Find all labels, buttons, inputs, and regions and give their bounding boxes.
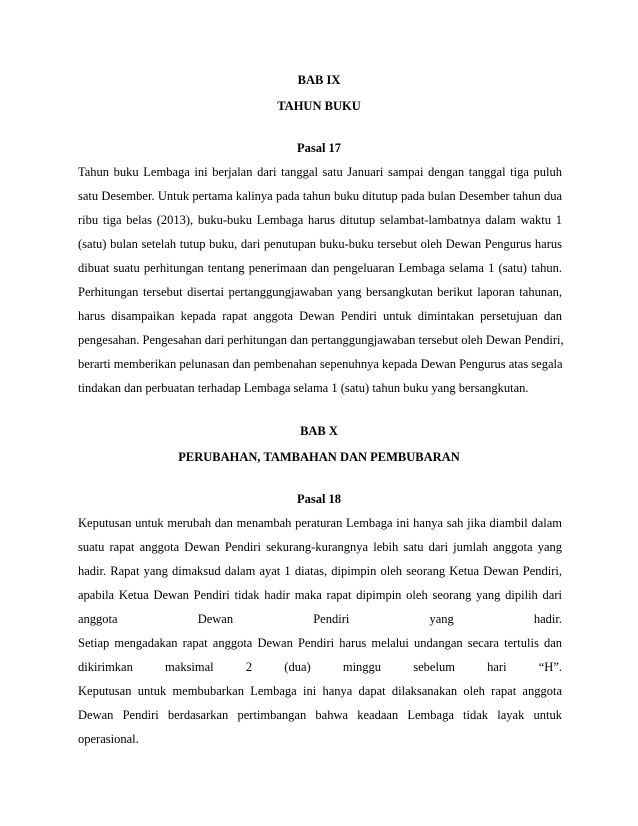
paragraph-line: berarti memberikan pelunasan dan pembenahan sepenuhnya kepada Dewan Pengurus atas segala xyxy=(78,357,563,371)
paragraph-line: harus disampaikan kepada rapat anggota Dewan Pendiri untuk dimintakan persetujuan dan xyxy=(78,309,562,323)
paragraph-line: operasional. xyxy=(78,732,139,746)
paragraph-line: Dewan Pendiri berdasarkan pertimbangan bahwa keadaan Lembaga tidak layak untuk xyxy=(78,708,562,722)
chapter-subtitle: TAHUN BUKU xyxy=(277,99,361,113)
paragraph-line: Tahun buku Lembaga ini berjalan dari tanggal satu Januari sampai dengan tanggal tiga puluh xyxy=(78,165,562,179)
article-title: Pasal 17 xyxy=(296,141,342,155)
paragraph-line: Setiap mengadakan rapat anggota Dewan Pendiri harus melalui undangan secara tertulis dan xyxy=(78,636,562,650)
paragraph-line: Keputusan untuk membubarkan Lembaga ini hanya dapat dilaksanakan oleh rapat anggota xyxy=(78,684,562,698)
article-title: Pasal 18 xyxy=(296,492,342,506)
paragraph-line: pengesahan. Pengesahan dari perhitungan dan pertanggungjawaban tersebut oleh Dewan Pendiri, xyxy=(78,333,564,347)
paragraph-line: suatu rapat anggota Dewan Pendiri sekurang-kurangnya lebih satu dari jumlah anggota yang xyxy=(78,540,562,554)
paragraph-line: tindakan dan perbuatan terhadap Lembaga selama 1 (satu) tahun buku yang bersangkutan. xyxy=(78,381,529,395)
chapter-title: BAB IX xyxy=(297,73,341,87)
chapter-subtitle: PERUBAHAN, TAMBAHAN DAN PEMBUBARAN xyxy=(178,450,460,464)
paragraph-line: Keputusan untuk merubah dan menambah peraturan Lembaga ini hanya sah jika diambil dalam xyxy=(78,516,562,530)
paragraph-line: ribu tiga belas (2013), buku-buku Lembaga harus ditutup selambat-lambatnya dalam waktu 1 xyxy=(78,213,562,227)
paragraph-line: dikirimkan maksimal 2 (dua) minggu sebelum hari “H”. xyxy=(78,660,562,674)
paragraph-line: apabila Ketua Dewan Pendiri tidak hadir maka rapat dipimpin oleh seorang yang dipilih dari xyxy=(78,588,562,602)
paragraph-line: dibuat suatu perhitungan tentang penerimaan dan pengeluaran Lembaga selama 1 (satu) tahun. xyxy=(78,261,562,275)
paragraph-line: (satu) bulan setelah tutup buku, dari penutupan buku-buku tersebut oleh Dewan Pengurus harus xyxy=(78,237,562,251)
paragraph-line: anggota Dewan Pendiri yang hadir. xyxy=(78,612,562,626)
paragraph-line: Perhitungan tersebut disertai pertanggungjawaban yang bersangkutan berikut laporan tahunan, xyxy=(78,285,562,299)
chapter-title: BAB X xyxy=(300,424,338,438)
paragraph-line: satu Desember. Untuk pertama kalinya pada tahun buku ditutup pada bulan Desember tahun dua xyxy=(78,189,562,203)
paragraph-line: hadir. Rapat yang dimaksud dalam ayat 1 diatas, dipimpin oleh seorang Ketua Dewan Pendiri, xyxy=(78,564,562,578)
